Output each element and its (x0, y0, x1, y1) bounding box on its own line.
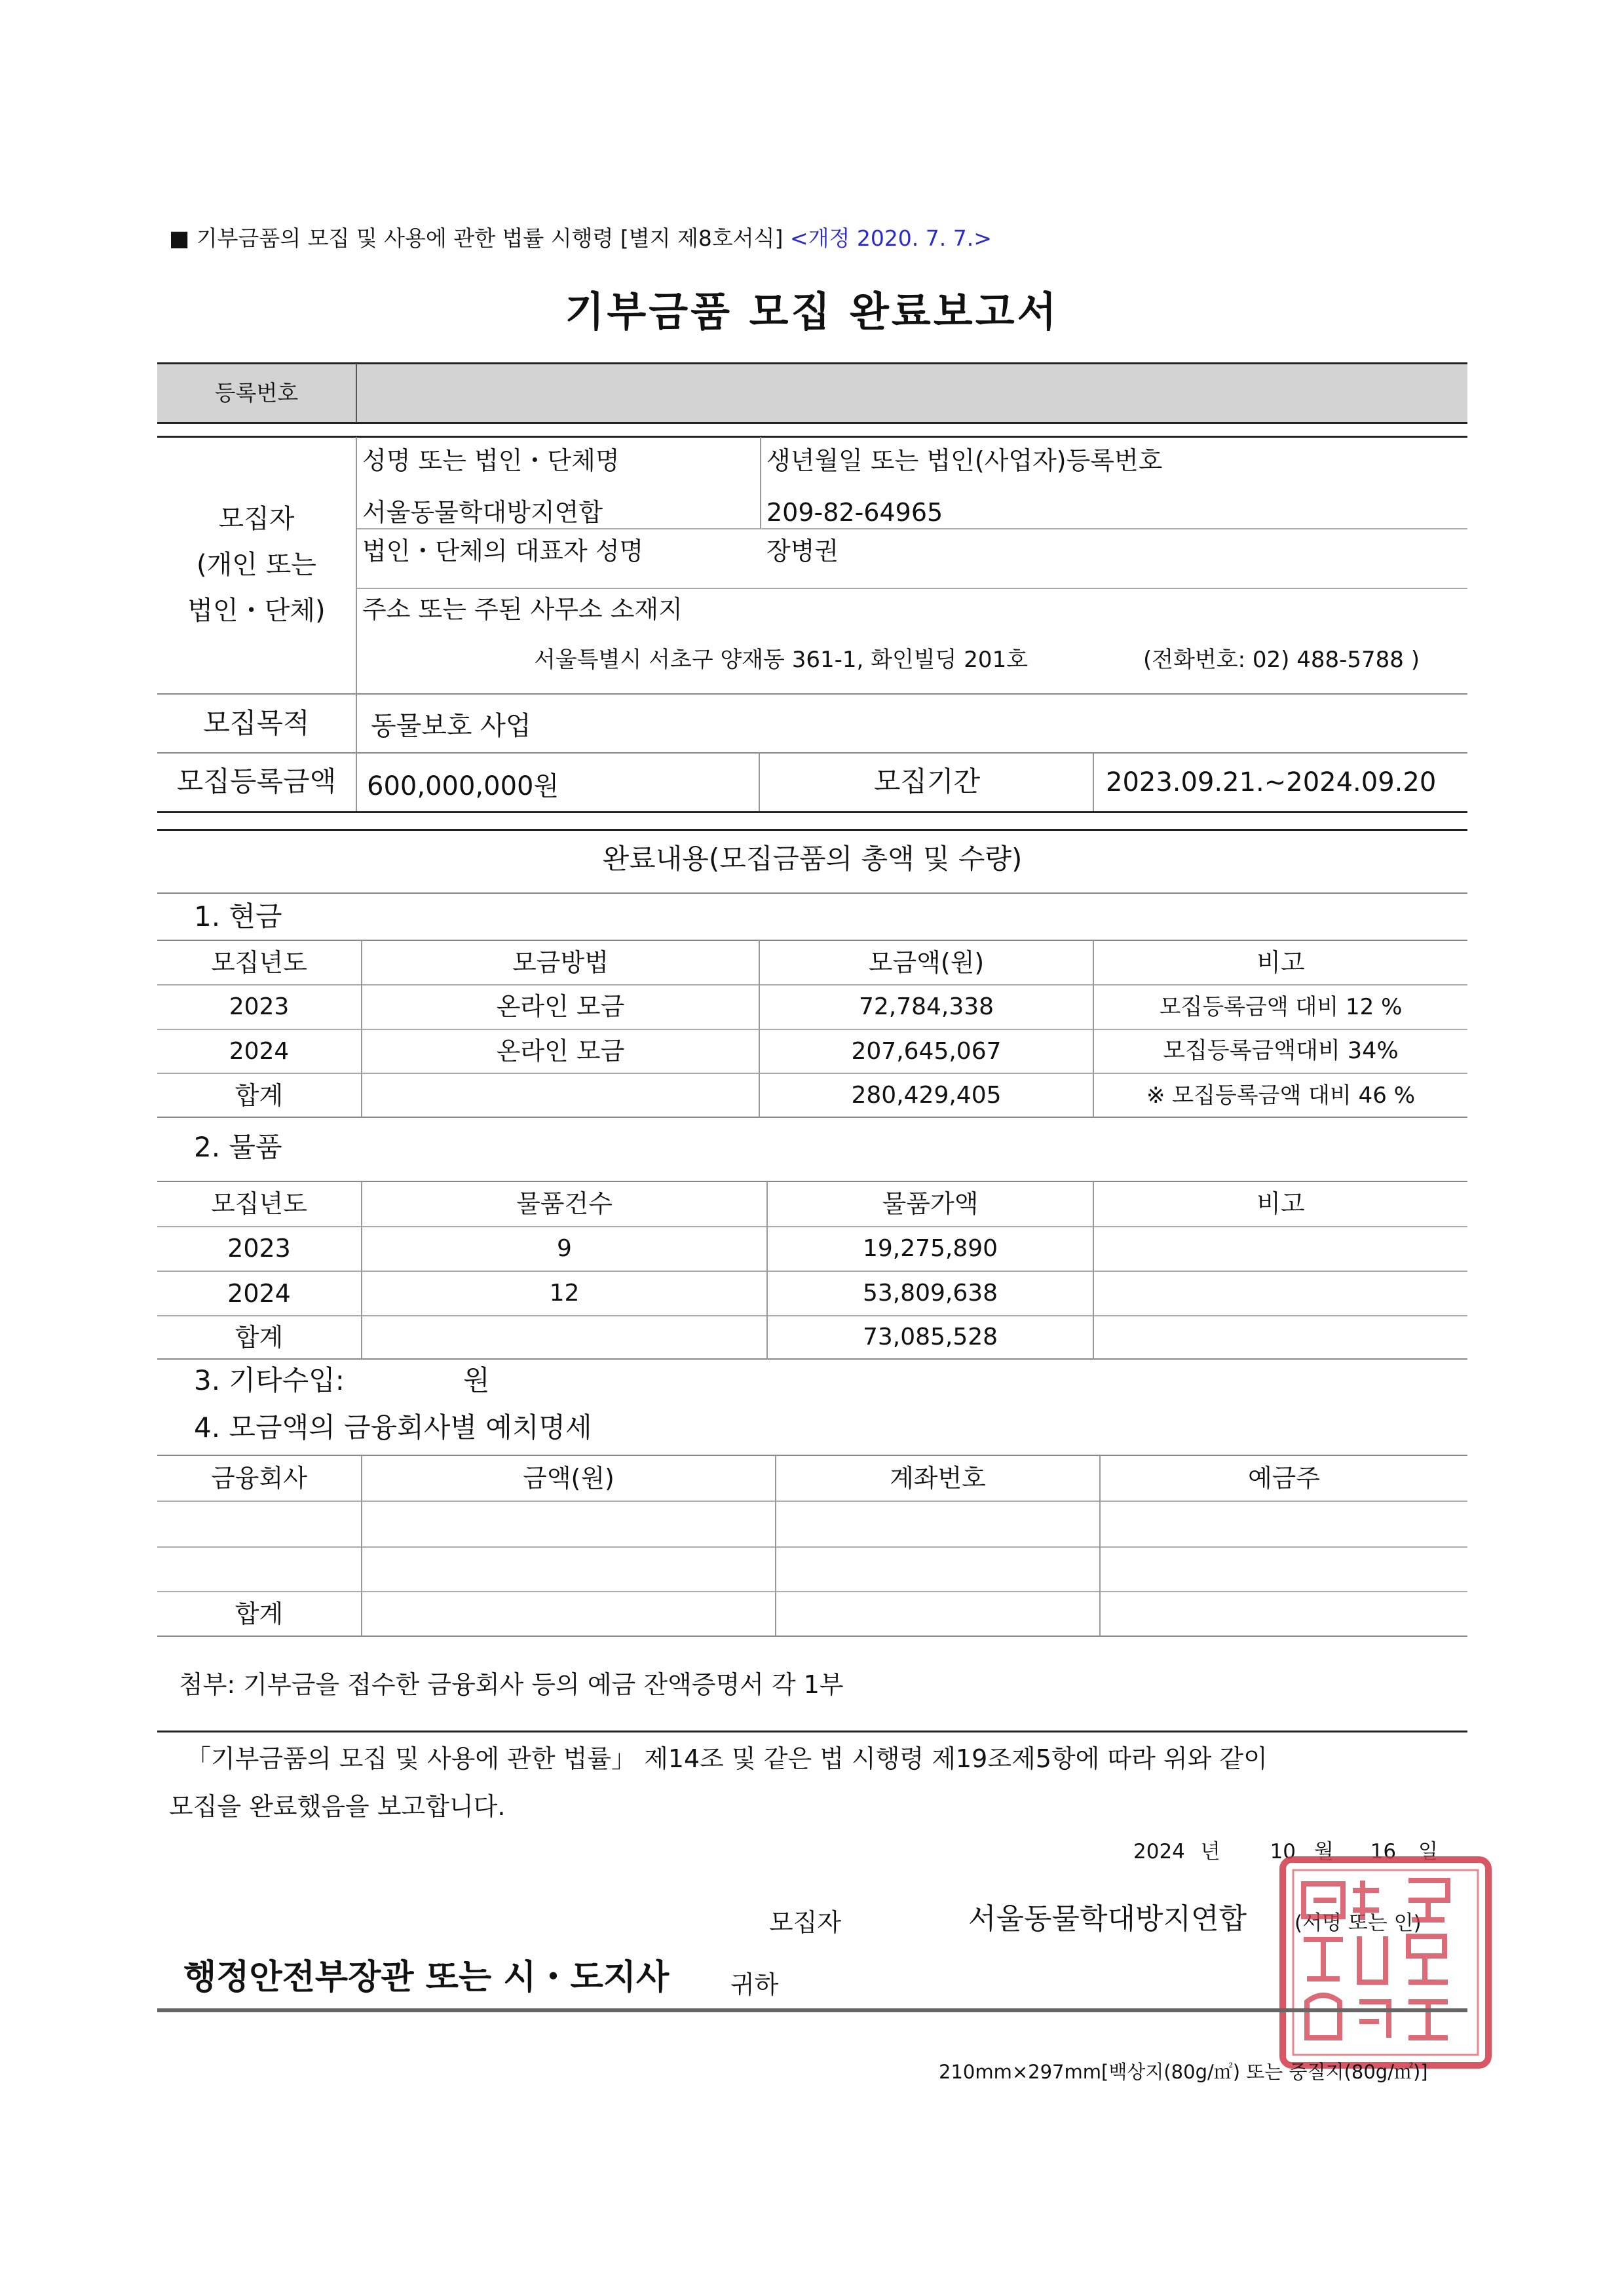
signer-label: 모집자 (769, 1908, 842, 1937)
purpose-value: 동물보호 사업 (371, 711, 531, 741)
date-month: 10 (1270, 1840, 1296, 1864)
other-income-unit: 원 (463, 1364, 490, 1396)
goods-header-note: 비고 (1256, 1189, 1305, 1218)
period-label: 모집기간 (873, 765, 981, 797)
cash-header-amount: 모금액(원) (868, 948, 985, 977)
deposits-header-amount: 금액(원) (523, 1464, 614, 1493)
goods-heading: 2. 물품 (194, 1131, 282, 1163)
cash-header-note: 비고 (1256, 948, 1305, 977)
date-year: 2024 (1133, 1840, 1185, 1864)
goods-year: 2024 (227, 1279, 291, 1308)
recipient-name: 행정안전부장관 또는 시・도지사 (183, 1958, 670, 1997)
other-income-heading: 3. 기타수입: (194, 1364, 345, 1396)
deposits-header-bank: 금융회사 (211, 1464, 307, 1493)
amount-label: 모집등록금액 (176, 765, 337, 797)
phone-value: (전화번호: 02) 488-5788 ) (1143, 647, 1420, 673)
statement-line-1: 「기부금품의 모집 및 사용에 관한 법률」 제14조 및 같은 법 시행령 제19조제5항에 따라 위와 같이 (186, 1744, 1268, 1773)
deposits-heading: 4. 모금액의 금융회사별 예치명세 (194, 1411, 592, 1444)
paper-spec: 210mm×297mm[백상지(80g/㎡) 또는 중질지(80g/㎡)] (939, 2061, 1428, 2083)
address-label: 주소 또는 주된 사무소 소재지 (362, 595, 683, 624)
goods-count: 9 (557, 1235, 572, 1262)
goods-value: 53,809,638 (862, 1280, 998, 1307)
goods-header-count: 물품건수 (516, 1189, 613, 1218)
name-value: 서울동물학대방지연합 (362, 498, 603, 527)
date-day-unit: 일 (1418, 1840, 1438, 1864)
page-title: 기부금품 모집 완료보고서 (565, 288, 1059, 335)
collector-label-2: (개인 또는 (197, 550, 316, 580)
regno-value: 209-82-64965 (766, 498, 943, 527)
registration-label: 등록번호 (214, 380, 299, 406)
cash-header-year: 모집년도 (211, 948, 307, 977)
goods-value: 19,275,890 (862, 1235, 998, 1262)
regno-label: 생년월일 또는 법인(사업자)등록번호 (766, 446, 1163, 475)
cash-header-method: 모금방법 (512, 948, 609, 977)
cash-note: 모집등록금액 대비 12 % (1159, 994, 1403, 1020)
amount-value: 600,000,000원 (367, 771, 559, 801)
cash-note: ※ 모집등록금액 대비 46 % (1146, 1082, 1416, 1109)
goods-year: 합계 (235, 1323, 284, 1352)
date-day: 16 (1370, 1840, 1397, 1864)
cash-amount: 280,429,405 (851, 1082, 1002, 1109)
recipient-suffix: 귀하 (730, 1970, 779, 1999)
cash-amount: 207,645,067 (851, 1038, 1002, 1065)
representative-value: 장병권 (766, 537, 839, 565)
cash-method: 온라인 모금 (496, 1037, 625, 1065)
name-label: 성명 또는 법인・단체명 (362, 446, 620, 475)
collector-label-3: 법인・단체) (187, 596, 326, 626)
collector-label-1: 모집자 (218, 504, 295, 534)
revision-note: <개정 2020. 7. 7.> (789, 225, 992, 251)
cash-year: 2024 (229, 1038, 290, 1065)
date-year-unit: 년 (1200, 1840, 1220, 1864)
attachment-note: 첨부: 기부금을 접수한 금융회사 등의 예금 잔액증명서 각 1부 (179, 1670, 844, 1699)
goods-header-value: 물품가액 (882, 1189, 979, 1218)
signer-name: 서울동물학대방지연합 (968, 1902, 1247, 1936)
deposits-header-account: 계좌번호 (890, 1464, 986, 1493)
square-bullet-icon: ■ (169, 225, 190, 251)
goods-value: 73,085,528 (862, 1324, 998, 1350)
statement-line-2: 모집을 완료했음을 보고합니다. (169, 1792, 506, 1821)
cash-amount: 72,784,338 (858, 993, 994, 1020)
deposits-header-holder: 예금주 (1247, 1464, 1321, 1493)
purpose-label: 모집목적 (203, 707, 310, 739)
completion-title: 완료내용(모집금품의 총액 및 수량) (602, 843, 1023, 875)
address-value: 서울특별시 서초구 양재동 361-1, 화인빌딩 201호 (534, 647, 1029, 673)
goods-header-year: 모집년도 (211, 1189, 307, 1218)
form-header-note (169, 227, 992, 249)
goods-year: 2023 (227, 1234, 291, 1263)
cash-note: 모집등록금액대비 34% (1163, 1038, 1399, 1064)
cash-year: 합계 (235, 1081, 284, 1110)
cash-method: 온라인 모금 (496, 992, 625, 1021)
signature-note: (서명 또는 인) (1294, 1911, 1422, 1935)
deposit-bank: 합계 (235, 1599, 284, 1628)
goods-count: 12 (549, 1280, 580, 1307)
date-month-unit: 월 (1313, 1840, 1334, 1864)
representative-label: 법인・단체의 대표자 성명 (362, 537, 644, 565)
period-value: 2023.09.21.~2024.09.20 (1106, 767, 1437, 797)
official-seal-icon (1277, 1854, 1494, 2071)
law-reference: 기부금품의 모집 및 사용에 관한 법률 시행령 [별지 제8호서식] (196, 225, 784, 251)
cash-heading: 1. 현금 (194, 900, 282, 932)
cash-year: 2023 (229, 993, 290, 1020)
